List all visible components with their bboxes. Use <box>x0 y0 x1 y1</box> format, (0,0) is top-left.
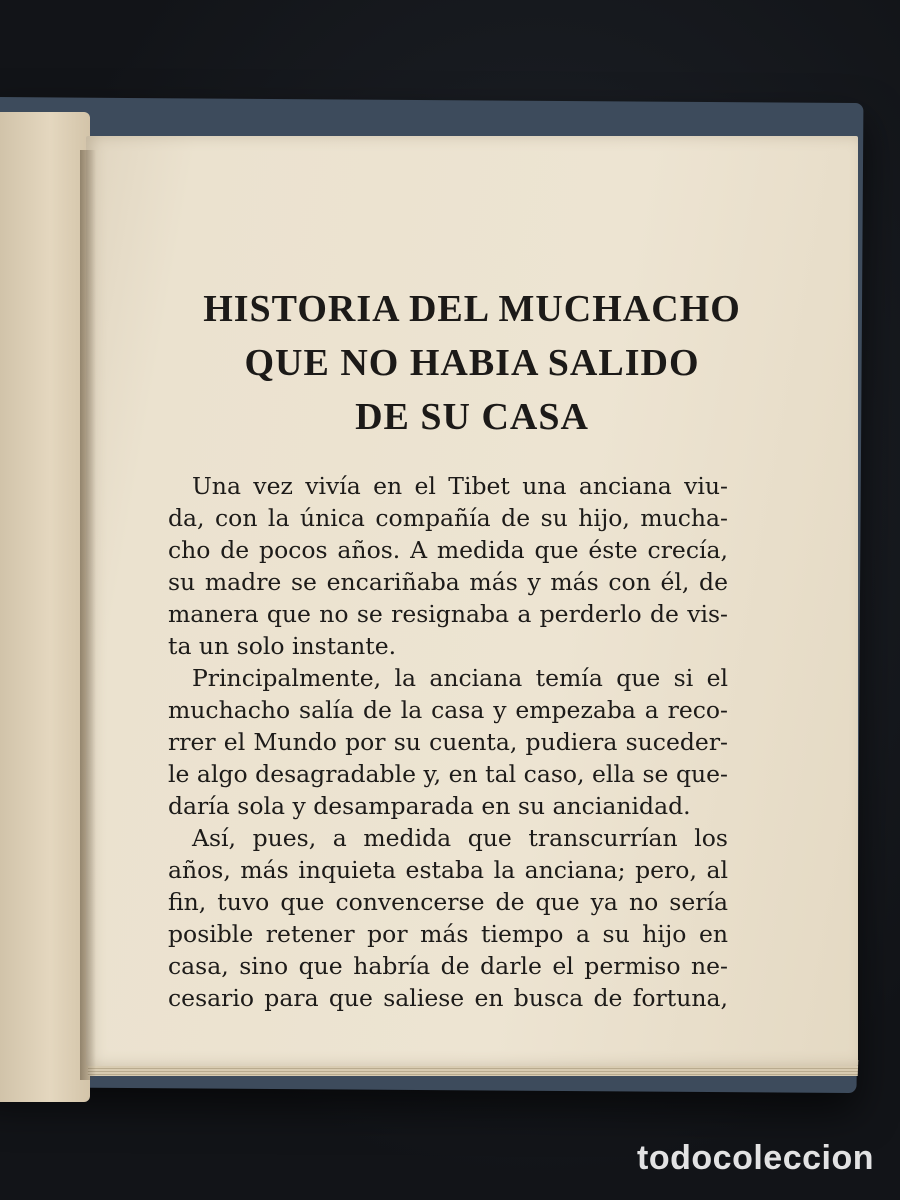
body-line: casa, sino que habría de darle el permiso ne- <box>168 952 728 980</box>
body-line: daría sola y desamparada en su ancianidad. <box>168 792 691 820</box>
body-line: cho de pocos años. A medida que éste crecía, <box>168 536 728 564</box>
body-line: manera que no se resignaba a perderlo de vis- <box>168 600 728 628</box>
body-line: posible retener por más tiempo a su hijo en <box>168 920 728 948</box>
body-line: muchacho salía de la casa y empezaba a reco- <box>168 696 728 724</box>
story-title <box>86 282 858 444</box>
body-line: Así, pues, a medida que transcurrían los <box>192 824 728 852</box>
body-line: Principalmente, la anciana temía que si el <box>192 664 728 692</box>
watermark-logo: todocoleccion <box>637 1139 874 1177</box>
title-line: HISTORIA DEL MUCHACHO <box>203 288 741 330</box>
body-line: le algo desagradable y, en tal caso, ella se que- <box>168 760 728 788</box>
body-line: fin, tuvo que convencerse de que ya no sería <box>168 888 728 916</box>
body-line: cesario para que saliese en busca de fortuna, <box>168 984 728 1012</box>
body-line: Una vez vivía en el Tibet una anciana viu- <box>192 472 728 500</box>
body-line: rrer el Mundo por su cuenta, pudiera suceder- <box>168 728 728 756</box>
body-line: da, con la única compañía de su hijo, mucha- <box>168 504 728 532</box>
left-page <box>0 112 90 1102</box>
story-body-text <box>168 470 728 1014</box>
body-line: ta un solo instante. <box>168 632 397 660</box>
body-line: años, más inquieta estaba la anciana; pero, al <box>168 856 728 884</box>
title-line: DE SU CASA <box>355 396 589 438</box>
body-line: su madre se encariñaba más y más con él, de <box>168 568 728 596</box>
title-line: QUE NO HABIA SALIDO <box>244 342 700 384</box>
